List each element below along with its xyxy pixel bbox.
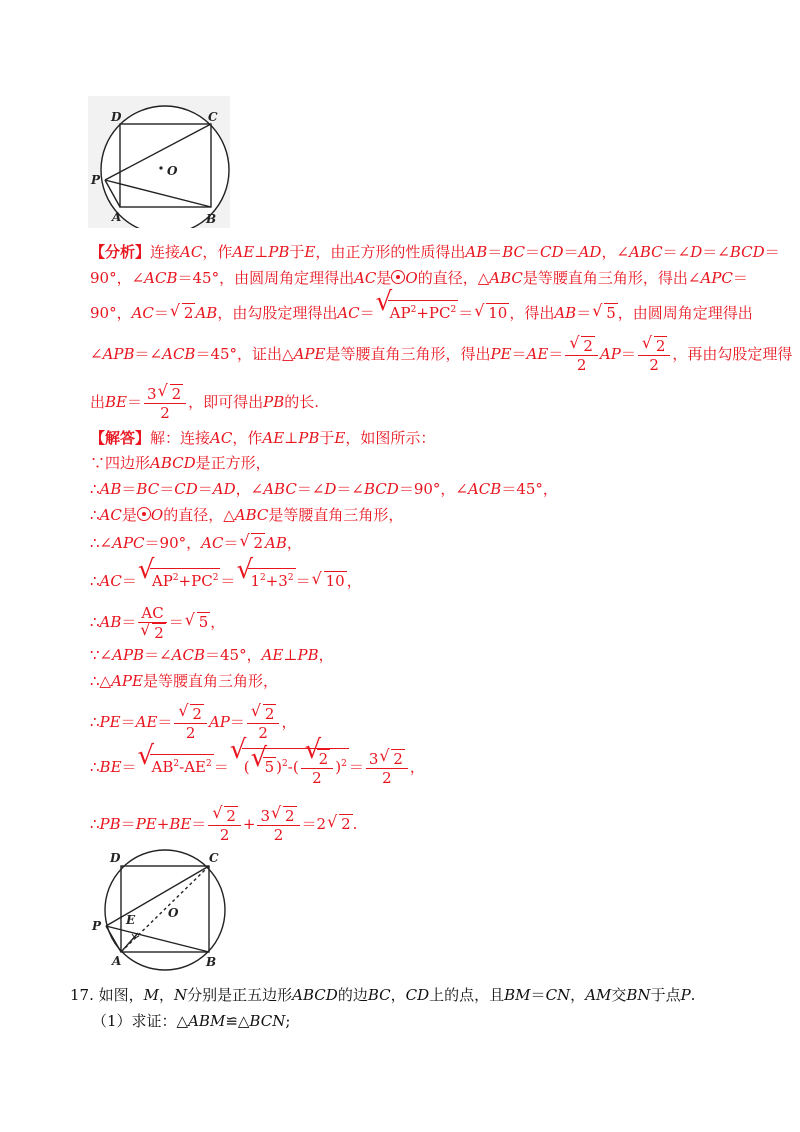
solution-line-2: ∴AB＝BC＝CD＝AD，∠ABC＝∠D＝∠BCD＝90°，∠ACB＝45°， <box>90 480 558 498</box>
label-A: A <box>112 954 122 968</box>
label-P: P <box>92 919 102 933</box>
label-D: D <box>111 110 122 124</box>
label-B: B <box>206 955 217 969</box>
solution-line-3: ∴AC是 O的直径，△ABC是等腰直角三角形， <box>90 506 404 524</box>
solution-line-5: ∴AC＝ √ $AP^2+PC^2$ ＝ √ $1^2+3^2$ ＝ √ 10 ， <box>90 555 362 590</box>
solution-line-10: ∴BE＝ √ $AB^2-AE^2$ ＝ √ ( √ 5 )$^2$-( √ 2 2 )$^2$ ＝ 3 √ 2 2 ， <box>90 735 425 787</box>
problem-17: 17. 如图，M，N分别是正五边形ABCD的边BC，CD上的点，且BM＝CN，AM交BN于点P. <box>70 986 696 1004</box>
solution-line-7: ∵∠APB＝∠ACB＝45°，AE⊥PB， <box>90 646 334 664</box>
label-C: C <box>208 110 218 124</box>
solution-line-4: ∴∠APC＝90°，AC＝ √ 2 AB， <box>90 531 302 552</box>
label-O: O <box>167 164 178 178</box>
figure-2 <box>88 848 228 973</box>
figure-1 <box>88 96 230 228</box>
analysis-line-4: ∠APB＝∠ACB＝45°，证出△APE是等腰直角三角形，得出PE＝AE＝ √ 2 2 AP＝ √ 2 2 ，再由勾股定理得 <box>90 333 793 374</box>
analysis-line-2: 90°，∠ACB＝45°，由圆周角定理得出AC是 O的直径，△ABC是等腰直角三角形，得出∠APC＝ <box>90 269 748 287</box>
label-O: O <box>168 906 179 920</box>
label-P: P <box>91 173 101 187</box>
solution-line-8: ∴△APE是等腰直角三角形， <box>90 672 278 690</box>
label-B: B <box>206 212 217 226</box>
problem-17-part-1: （1）求证：△ABM≌△BCN; <box>92 1012 291 1030</box>
solution-line-1: ∵四边形ABCD是正方形， <box>90 454 271 472</box>
label-A: A <box>112 210 122 224</box>
solution-line-0: 【解答】解：连接AC，作AE⊥PB于E，如图所示： <box>90 429 436 447</box>
analysis-line-1: 【分析】连接AC，作AE⊥PB于E，由正方形的性质得出AB＝BC＝CD＝AD，∠ABC＝∠D＝∠BCD＝ <box>90 243 780 261</box>
analysis-line-5: 出BE＝ 3 √ 2 2 ，即可得出PB的长. <box>90 381 320 422</box>
label-D: D <box>110 851 121 865</box>
analysis-line-3: 90°，AC＝ √ 2 AB，由勾股定理得出AC＝ √ $AP^2+PC^2$ ＝ √ 10 ，得出AB＝ √ 5 ，由圆周角定理得出 <box>90 287 753 322</box>
solution-line-11: ∴PB＝PE+BE＝ √ 2 2 + 3 √ 2 2 ＝2 √ 2 . <box>90 803 358 844</box>
solution-line-9: ∴PE＝AE＝ √ 2 2 AP＝ √ 2 2 ， <box>90 701 297 742</box>
label-C: C <box>209 851 219 865</box>
solution-line-6: ∴AB＝ AC √ 2 ＝ √ 5 ， <box>90 604 226 642</box>
label-E: E <box>126 913 136 927</box>
